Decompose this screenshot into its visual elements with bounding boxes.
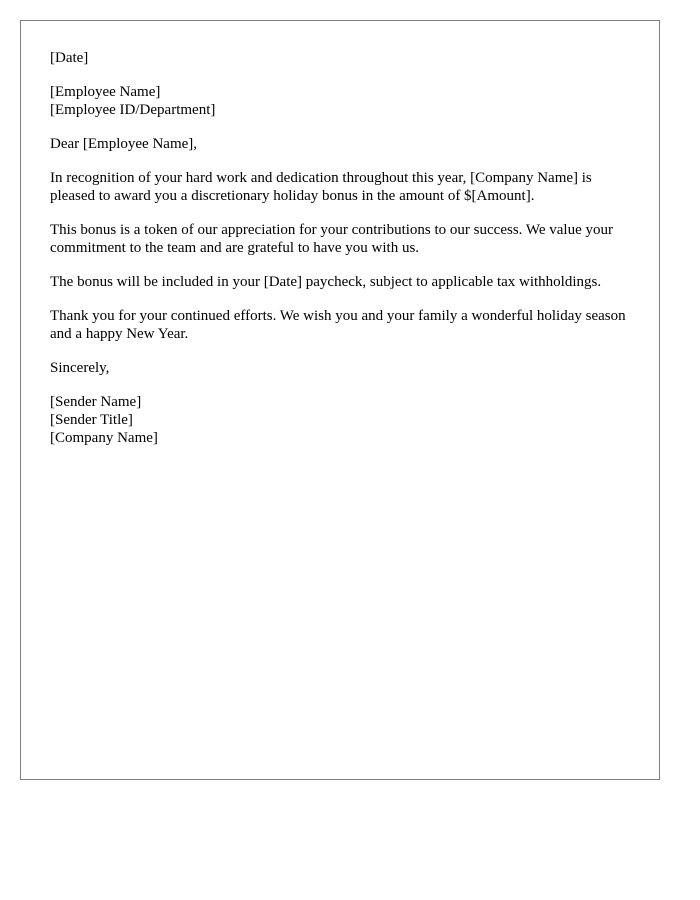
recipient-name: [Employee Name] [50,84,161,100]
closing: Sincerely, [50,360,110,376]
sender-name: [Sender Name] [50,394,142,410]
recipient-id-department: [Employee ID/Department] [50,102,216,118]
salutation: Dear [Employee Name], [50,136,198,152]
sender-company: [Company Name] [50,430,158,446]
paragraph-recognition: In recognition of your hard work and dedication throughout this year, [Company Name] is pleased to award you a discretionary holiday bonus in the amount of $[Amount]. [50,170,592,204]
letter-body [50,49,635,463]
paragraph-payment: The bonus will be included in your [Date] paycheck, subject to applicable tax withholdings. [50,274,602,290]
signature-block [50,393,635,447]
paragraph-thanks: Thank you for your continued efforts. We wish you and your family a wonderful holiday season and a happy New Year. [50,308,626,342]
letter-page [20,20,660,780]
sender-title: [Sender Title] [50,412,133,428]
letter-date: [Date] [50,50,89,66]
recipient-block [50,83,635,119]
paragraph-appreciation: This bonus is a token of our appreciation for your contributions to our success. We value your commitment to the team and are grateful to have you with us. [50,222,613,256]
